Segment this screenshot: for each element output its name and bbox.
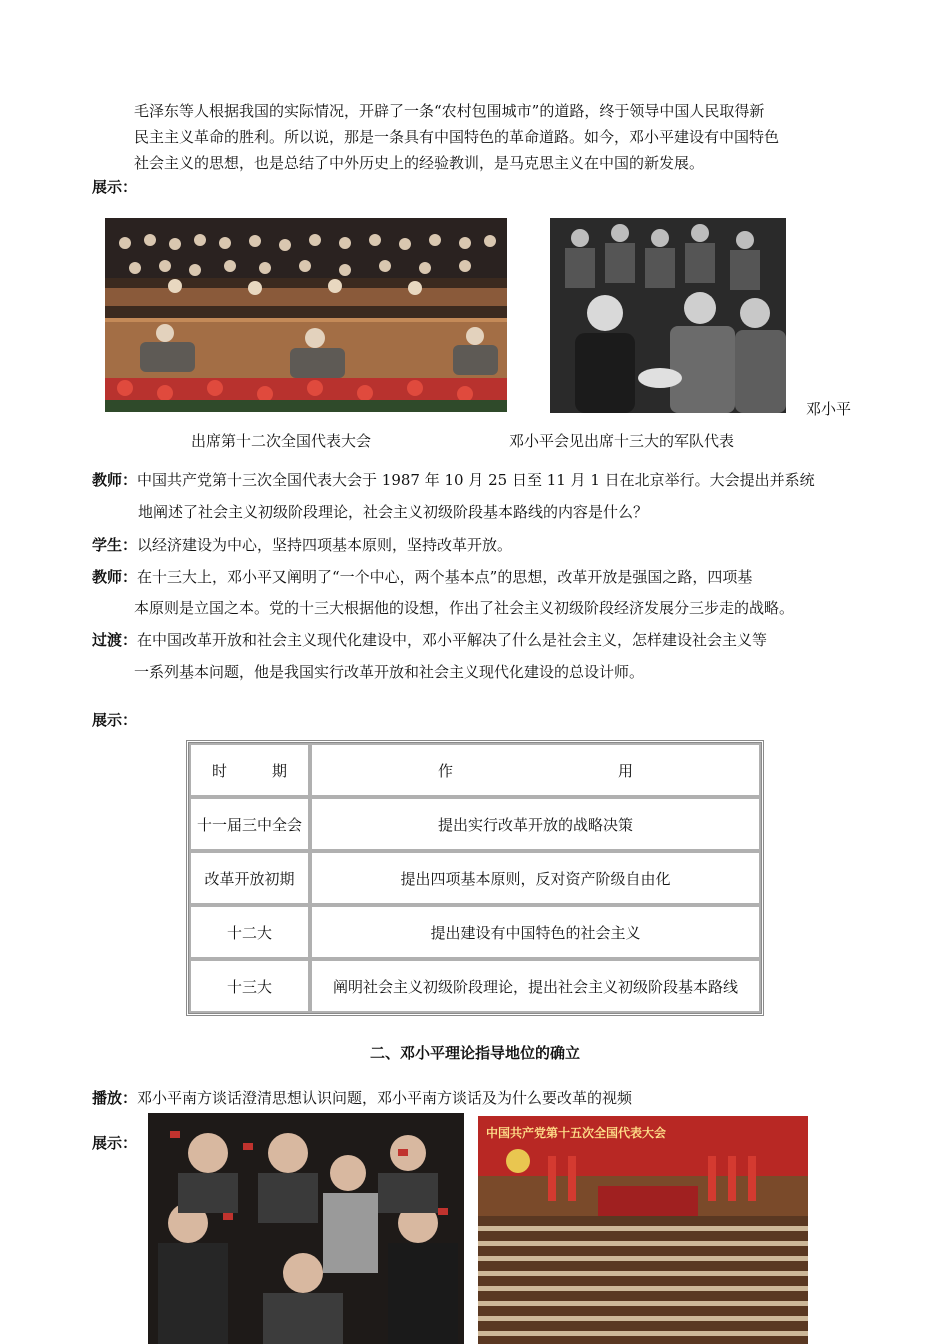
speaker-label: 教师： (92, 471, 138, 489)
show-label-2: 展示： (92, 711, 138, 729)
dialogue-3 (92, 564, 752, 590)
speaker-label: 教师： (92, 568, 138, 586)
congress-photo-art (105, 218, 507, 412)
table-header-cell: 作 用 (310, 743, 761, 797)
dialogue-4 (92, 627, 767, 653)
military-photo (550, 218, 786, 413)
intro-line-2: 民主主义革命的胜利。所以说，那是一条具有中国特色的革命道路。如今，邓小平建设有中国特色 (134, 128, 780, 146)
table-row (189, 851, 761, 905)
dialogue-2 (92, 532, 512, 558)
dialogue-text: 在中国改革开放和社会主义现代化建设中，邓小平解决了什么是社会主义，怎样建设社会主义等 (137, 631, 768, 649)
table-header-cell: 时 期 (189, 743, 310, 797)
speaker-label: 过渡： (92, 631, 138, 649)
play-line (92, 1085, 632, 1111)
table-row (189, 905, 761, 959)
table-cell: 提出四项基本原则，反对资产阶级自由化 (310, 851, 761, 905)
fifteenth-congress-photo-art (478, 1116, 808, 1344)
intro-line-1: 毛泽东等人根据我国的实际情况，开辟了一条“农村包围城市”的道路，终于领导中国人民取得新 (134, 102, 765, 120)
table-cell: 十二大 (189, 905, 310, 959)
dialogue-text: 中国共产党第十三次全国代表大会于 1987 年 10 月 25 日至 11 月 1 日在北京举行。大会提出并系统 (137, 471, 815, 489)
military-photo-caption: 邓小平会见出席十三大的军队代表 (509, 432, 735, 450)
table-row (189, 959, 761, 1013)
dialogue-text: 在十三大上，邓小平又阐明了“一个中心，两个基本点”的思想，改革开放是强国之路，四项基 (137, 568, 753, 586)
dialogue-text: 以经济建设为中心，坚持四项基本原则，坚持改革开放。 (137, 536, 513, 554)
photo-side-text: 邓小平 (806, 400, 852, 418)
group-photo (148, 1113, 464, 1344)
dialogue-4-cont: 一系列基本问题，他是我国实行改革开放和社会主义现代化建设的总设计师。 (134, 663, 645, 681)
congress-photo-caption: 出席第十二次全国代表大会 (191, 432, 372, 450)
fifteenth-congress-photo (478, 1116, 808, 1344)
play-text: 邓小平南方谈话澄清思想认识问题，邓小平南方谈话及为什么要改革的视频 (137, 1089, 633, 1107)
play-label: 播放： (92, 1089, 138, 1107)
table-header-row (189, 743, 761, 797)
military-photo-art (550, 218, 786, 413)
table-cell: 改革开放初期 (189, 851, 310, 905)
table-cell: 阐明社会主义初级阶段理论，提出社会主义初级阶段基本路线 (310, 959, 761, 1013)
dialogue-3-cont: 本原则是立国之本。党的十三大根据他的设想，作出了社会主义初级阶段经济发展分三步走的战略。 (134, 599, 795, 617)
roles-table (186, 740, 764, 1016)
banner-text: 中国共产党第十五次全国代表大会 (486, 1126, 667, 1140)
table-row (189, 797, 761, 851)
intro-line-3: 社会主义的思想，也是总结了中外历史上的经验教训，是马克思主义在中国的新发展。 (134, 154, 705, 172)
table-cell: 提出实行改革开放的战略决策 (310, 797, 761, 851)
show-label-1: 展示： (92, 178, 138, 196)
congress-photo (105, 218, 507, 412)
group-photo-art (148, 1113, 464, 1344)
section-heading: 二、邓小平理论指导地位的确立 (369, 1044, 580, 1062)
dialogue-1-cont: 地阐述了社会主义初级阶段理论，社会主义初级阶段基本路线的内容是什么？ (138, 503, 649, 521)
table-cell: 十一届三中全会 (189, 797, 310, 851)
dialogue-1 (92, 467, 815, 493)
table-cell: 十三大 (189, 959, 310, 1013)
table-cell: 提出建设有中国特色的社会主义 (310, 905, 761, 959)
speaker-label: 学生： (92, 536, 138, 554)
show-label-3: 展示： (92, 1134, 138, 1152)
